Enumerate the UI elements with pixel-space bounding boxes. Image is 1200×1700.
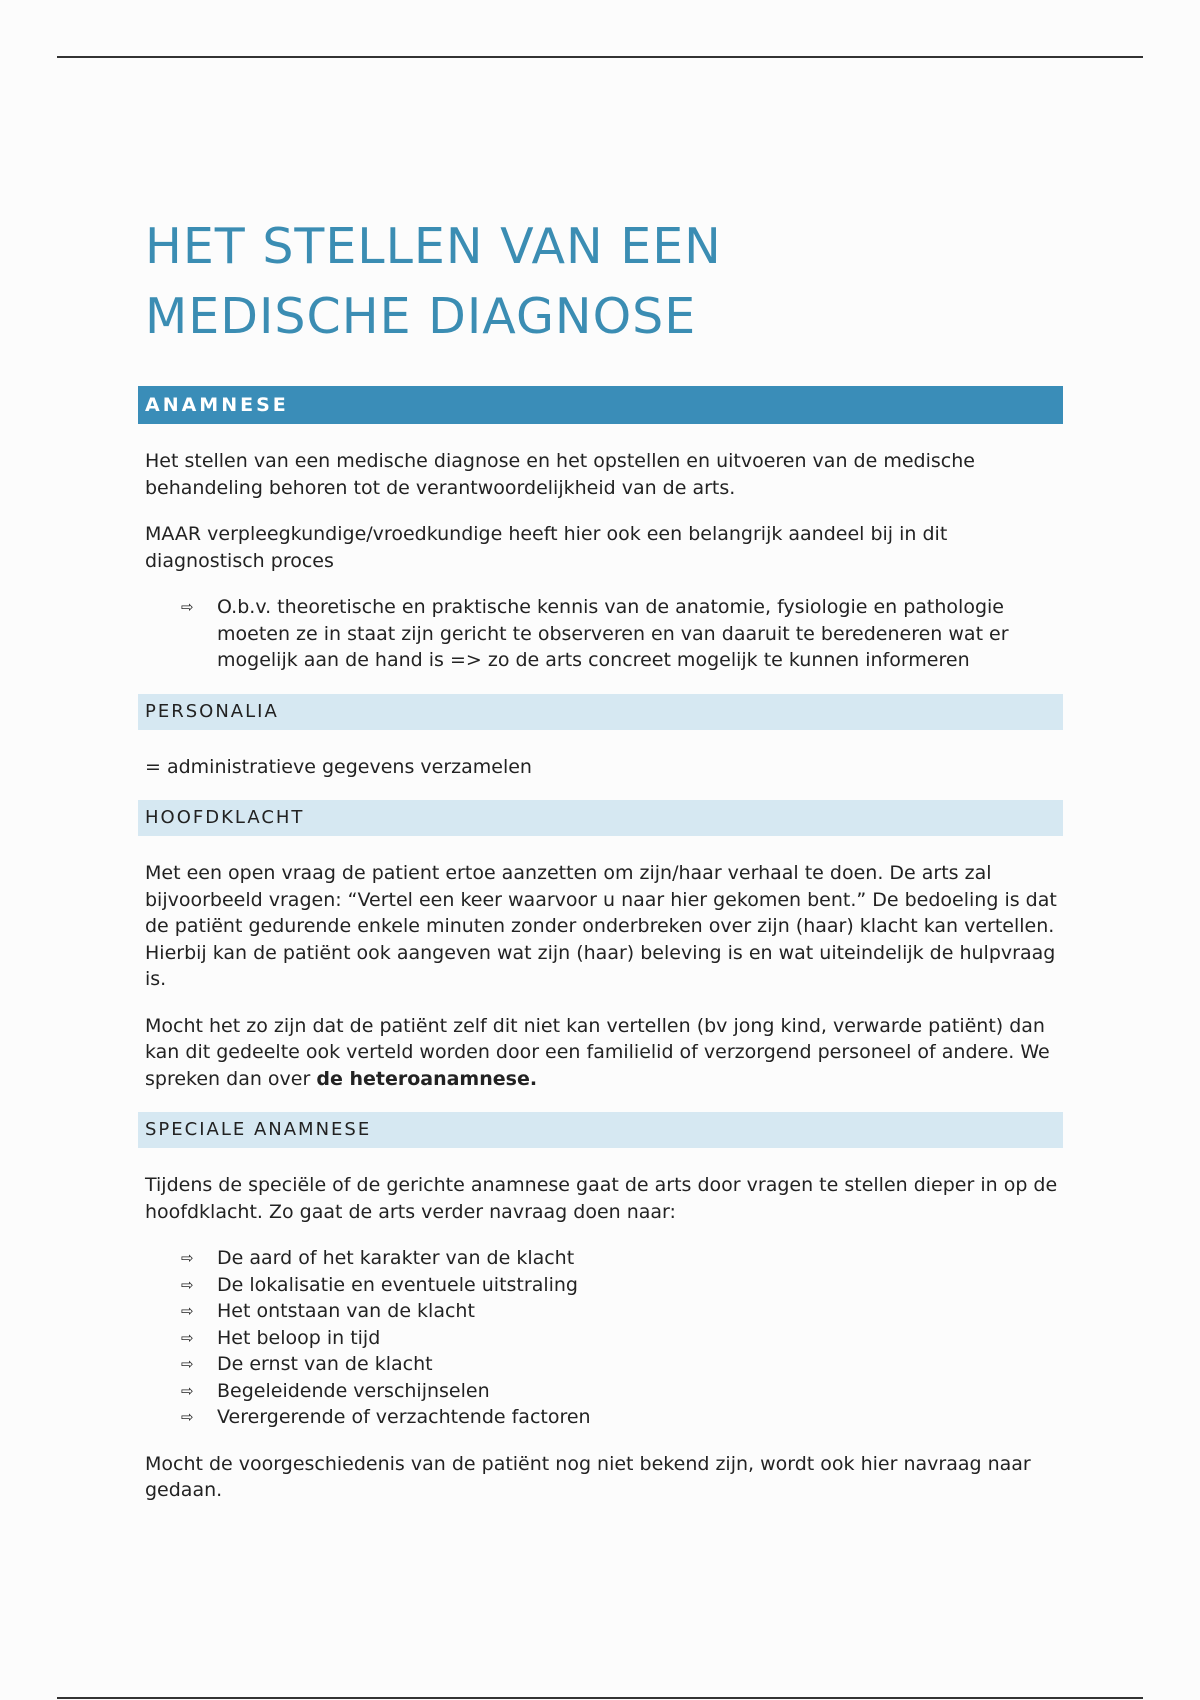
hoofdklacht-paragraph-2: Mocht het zo zijn dat de patiënt zelf dit niet kan vertellen (bv jong kind, verwarde patiënt) dan kan dit gedeelte ook verteld worden door een familielid of verzorgend personeel of andere. We spreken dan over de heteroanamnese. xyxy=(145,1014,1050,1090)
speciale-paragraph-2: Mocht de voorgeschiedenis van de patiënt nog niet bekend zijn, wordt ook hier navraag naar gedaan. xyxy=(145,1452,1031,1501)
list-item: ⇨ De lokalisatie en eventuele uitstraling xyxy=(181,1272,1063,1299)
arrow-bullet-icon: ⇨ xyxy=(181,1249,194,1267)
title-line-1: HET STELLEN VAN EEN xyxy=(145,218,722,275)
list-item: ⇨ Begeleidende verschijnselen xyxy=(181,1378,1063,1405)
list-item: ⇨ O.b.v. theoretische en praktische kennis van de anatomie, fysiologie en pathologie moeten ze in staat zijn gericht te observeren en van daaruit te beredeneren wat er mogelijk aan de hand is => zo de arts concreet mogelijk te kunnen informeren xyxy=(181,596,1009,671)
hoofdklacht-paragraph-1: Met een open vraag de patient ertoe aanzetten om zijn/haar verhaal te doen. De arts zal bijvoorbeeld vragen: “Vertel een keer waarvoor u naar hier gekomen bent.” De bedoeling is dat de patiënt gedurende enkele minuten zonder onderbreken over zijn (haar) klacht kan vertellen. Hierbij kan de patiënt ook aangeven wat zijn (haar) beleving is en wat uiteindelijk de hulpvraag is. xyxy=(145,862,1057,990)
heteroanamnese-term: de heteroanamnese. xyxy=(316,1067,538,1090)
list-item: ⇨ Het ontstaan van de klacht xyxy=(181,1298,1063,1325)
arrow-bullet-icon: ⇨ xyxy=(181,1408,194,1426)
arrow-bullet-icon: ⇨ xyxy=(181,1328,194,1347)
anamnese-bullet-list xyxy=(138,594,1063,674)
bottom-rule xyxy=(57,1697,1143,1699)
arrow-bullet-icon: ⇨ xyxy=(181,1355,194,1373)
list-item: ⇨ Verergerende of verzachtende factoren xyxy=(181,1404,1063,1431)
arrow-bullet-icon: ⇨ xyxy=(181,598,194,616)
document-body xyxy=(138,212,1063,1504)
personalia-paragraph: = administratieve gegevens verzamelen xyxy=(145,755,532,778)
anamnese-paragraph-2: MAAR verpleegkundige/vroedkundige heeft hier ook een belangrijk aandeel bij in dit diagnostisch proces xyxy=(145,523,948,572)
list-item: ⇨ De ernst van de klacht xyxy=(181,1351,1063,1378)
speciale-bullet-list xyxy=(138,1245,1063,1431)
anamnese-paragraph-1: Het stellen van een medische diagnose en het opstellen en uitvoeren van de medische behandeling behoren tot de verantwoordelijkheid van de arts. xyxy=(145,450,975,499)
heading-speciale-anamnese: SPECIALE ANAMNESE xyxy=(138,1112,1063,1148)
arrow-bullet-icon: ⇨ xyxy=(181,1302,194,1320)
title-line-2: MEDISCHE DIAGNOSE xyxy=(145,288,697,345)
speciale-paragraph-1: Tijdens de speciële of de gerichte anamnese gaat de arts door vragen te stellen dieper in op de hoofdklacht. Zo gaat de arts verder navraag doen naar: xyxy=(145,1174,1058,1223)
list-item: ⇨ De aard of het karakter van de klacht xyxy=(181,1245,1063,1272)
arrow-bullet-icon: ⇨ xyxy=(181,1381,194,1400)
heading-hoofdklacht: HOOFDKLACHT xyxy=(138,800,1063,836)
list-item: ⇨ Het beloop in tijd xyxy=(181,1325,1063,1352)
heading-anamnese: ANAMNESE xyxy=(138,386,1063,424)
heading-personalia: PERSONALIA xyxy=(138,694,1063,730)
top-rule xyxy=(57,56,1143,58)
arrow-bullet-icon: ⇨ xyxy=(181,1275,194,1294)
document-title xyxy=(145,212,1063,352)
